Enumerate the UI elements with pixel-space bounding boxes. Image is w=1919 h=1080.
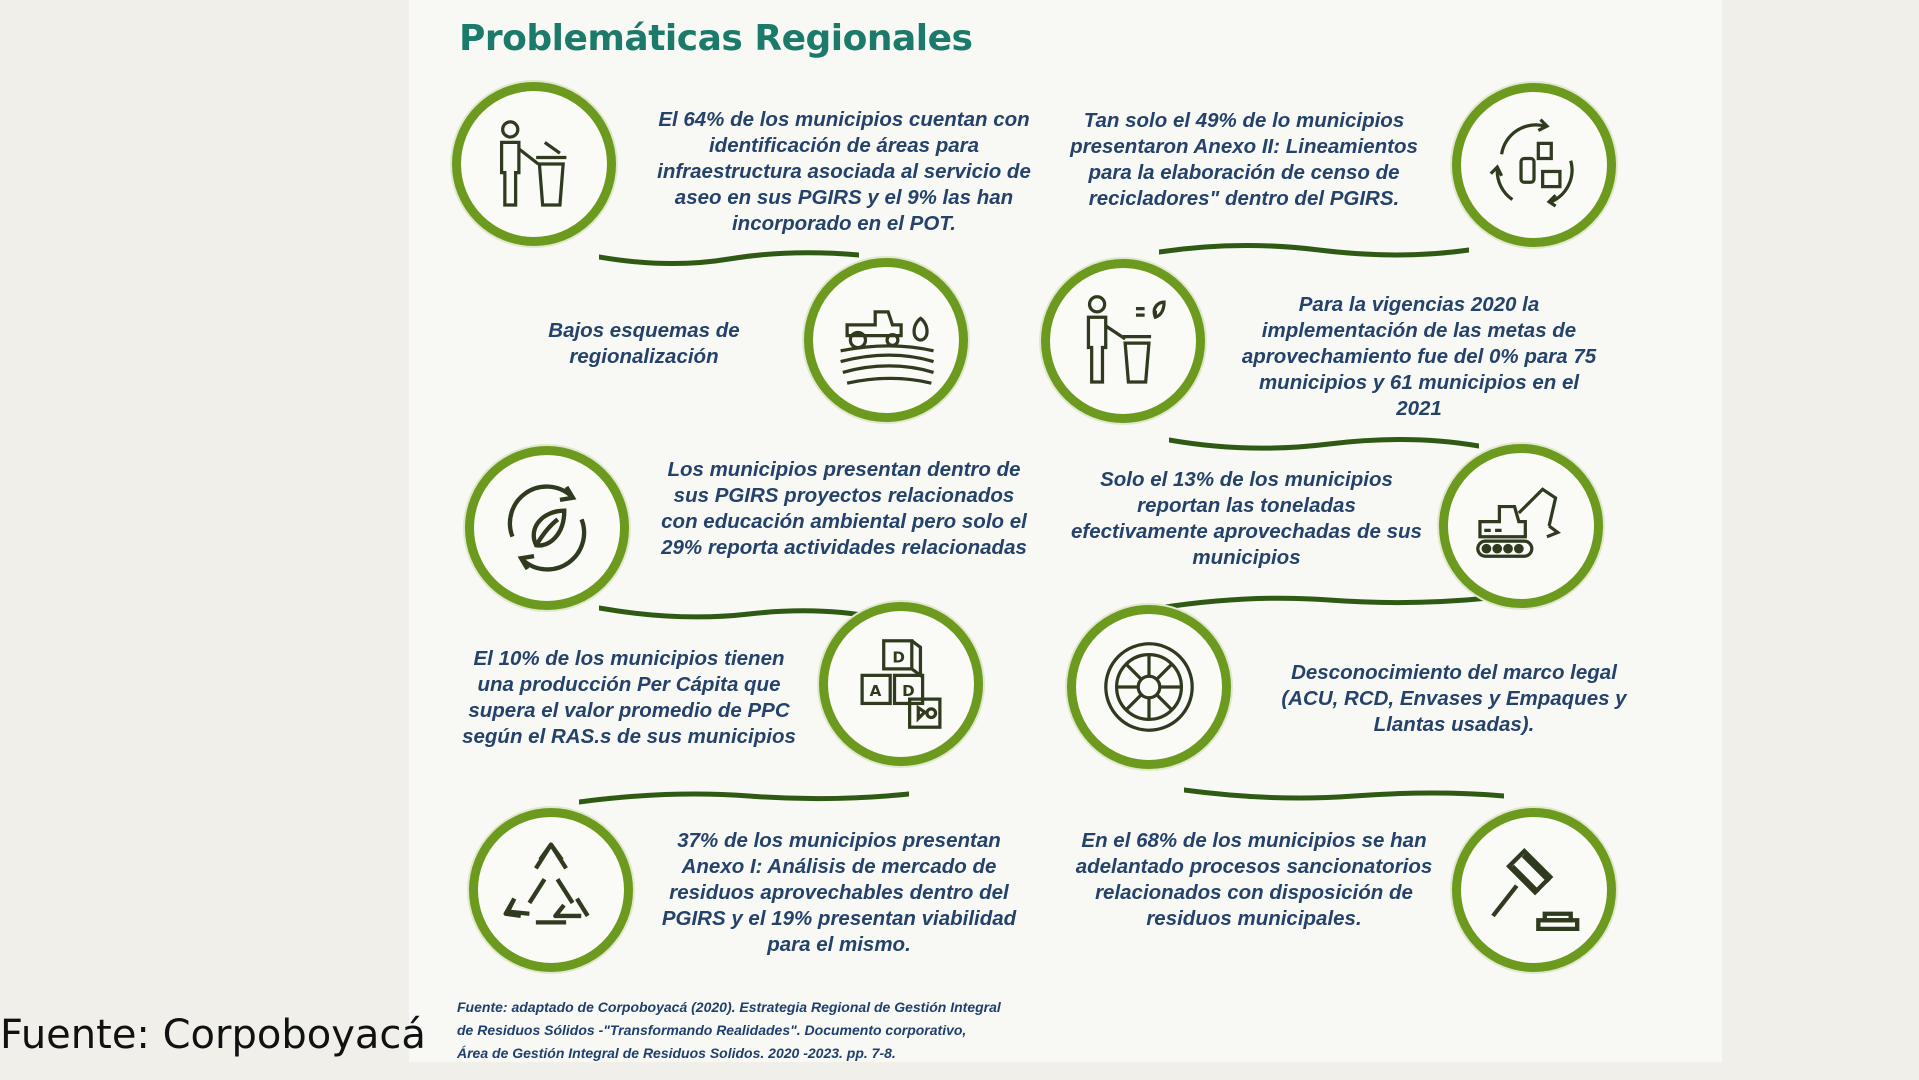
source-note xyxy=(457,996,1001,1065)
wave-divider xyxy=(579,786,909,816)
wave-divider xyxy=(1159,588,1489,618)
wave-divider xyxy=(1159,238,1469,268)
wave-divider xyxy=(1169,430,1479,460)
wave-divider xyxy=(599,600,879,630)
item-text: Tan solo el 49% de lo municipios presentaron Anexo II: Lineamientos para la elaboración de censo de recicladores" dentro del PGIRS. xyxy=(1070,109,1418,210)
person-trash-icon xyxy=(480,110,588,218)
gavel-icon xyxy=(1480,836,1588,944)
source-note-line: Fuente: adaptado de Corpoboyacá (2020). Estrategia Regional de Gestión Integral xyxy=(457,999,1001,1015)
item-text: Bajos esquemas de regionalización xyxy=(548,319,740,368)
wave-divider xyxy=(1184,782,1504,812)
source-note-line: de Residuos Sólidos -"Transformando Realidades". Documento corporativo, xyxy=(457,1022,967,1038)
wave-divider xyxy=(599,245,859,275)
person-plant-trash-icon-circle xyxy=(1041,259,1205,423)
slide-source: Fuente: Corpoboyacá xyxy=(0,1012,426,1058)
farm-tractor-icon xyxy=(832,286,940,394)
svg-text:A: A xyxy=(869,681,882,700)
tire-icon-circle xyxy=(1067,605,1231,769)
person-trash-icon-circle xyxy=(452,82,616,246)
svg-text:D: D xyxy=(892,648,905,667)
item-text: Para la vigencias 2020 la implementación de las metas de aprovechamiento fue del 0% para 75 municipios y 61 municipios en el 2021 xyxy=(1241,293,1597,420)
item-text: Desconocimiento del marco legal (ACU, RCD, Envases y Empaques y Llantas usadas). xyxy=(1281,661,1627,736)
recycle-items-icon-circle xyxy=(1452,83,1616,247)
infographic-title: Problemáticas Regionales xyxy=(459,18,973,59)
item-text: En el 68% de los municipios se han adelantado procesos sancionatorios relacionados con disposición de residuos municipales. xyxy=(1075,829,1433,930)
item-text: El 64% de los municipios cuentan con identificación de áreas para infraestructura asociada al servicio de aseo en sus PGIRS y el 9% las han incorporado en el POT. xyxy=(657,108,1031,235)
infographic xyxy=(409,0,1722,1062)
source-note-line: Área de Gestión Integral de Residuos Solidos. 2020 -2023. pp. 7-8. xyxy=(457,1045,896,1061)
item-text: El 10% de los municipios tienen una producción Per Cápita que supera el valor promedio de PPC según el RAS.s de sus municipios xyxy=(462,647,796,748)
recycle-items-icon xyxy=(1480,111,1588,219)
person-plant-trash-icon xyxy=(1069,287,1177,395)
item-text: Solo el 13% de los municipios reportan las toneladas efectivamente aprovechadas de sus municipios xyxy=(1071,468,1422,569)
svg-text:D: D xyxy=(902,681,915,700)
item-text: 37% de los municipios presentan Anexo I: Análisis de mercado de residuos aprovechables dentro del PGIRS y el 19% presentan viabilidad para el mismo. xyxy=(661,829,1017,956)
leaf-cycle-icon xyxy=(493,474,601,582)
leaf-cycle-icon-circle xyxy=(465,446,629,610)
recycle-icon-circle xyxy=(469,808,633,972)
farm-tractor-icon-circle xyxy=(804,258,968,422)
toy-blocks-icon-circle xyxy=(819,602,983,766)
gavel-icon-circle xyxy=(1452,808,1616,972)
excavator-icon xyxy=(1467,472,1575,580)
excavator-icon-circle xyxy=(1439,444,1603,608)
item-text: Los municipios presentan dentro de sus PGIRS proyectos relacionados con educación ambiental pero solo el 29% reporta actividades relacionadas xyxy=(661,458,1027,559)
tire-icon xyxy=(1095,633,1203,741)
toy-blocks-icon xyxy=(847,630,955,738)
recycle-icon xyxy=(497,836,605,944)
